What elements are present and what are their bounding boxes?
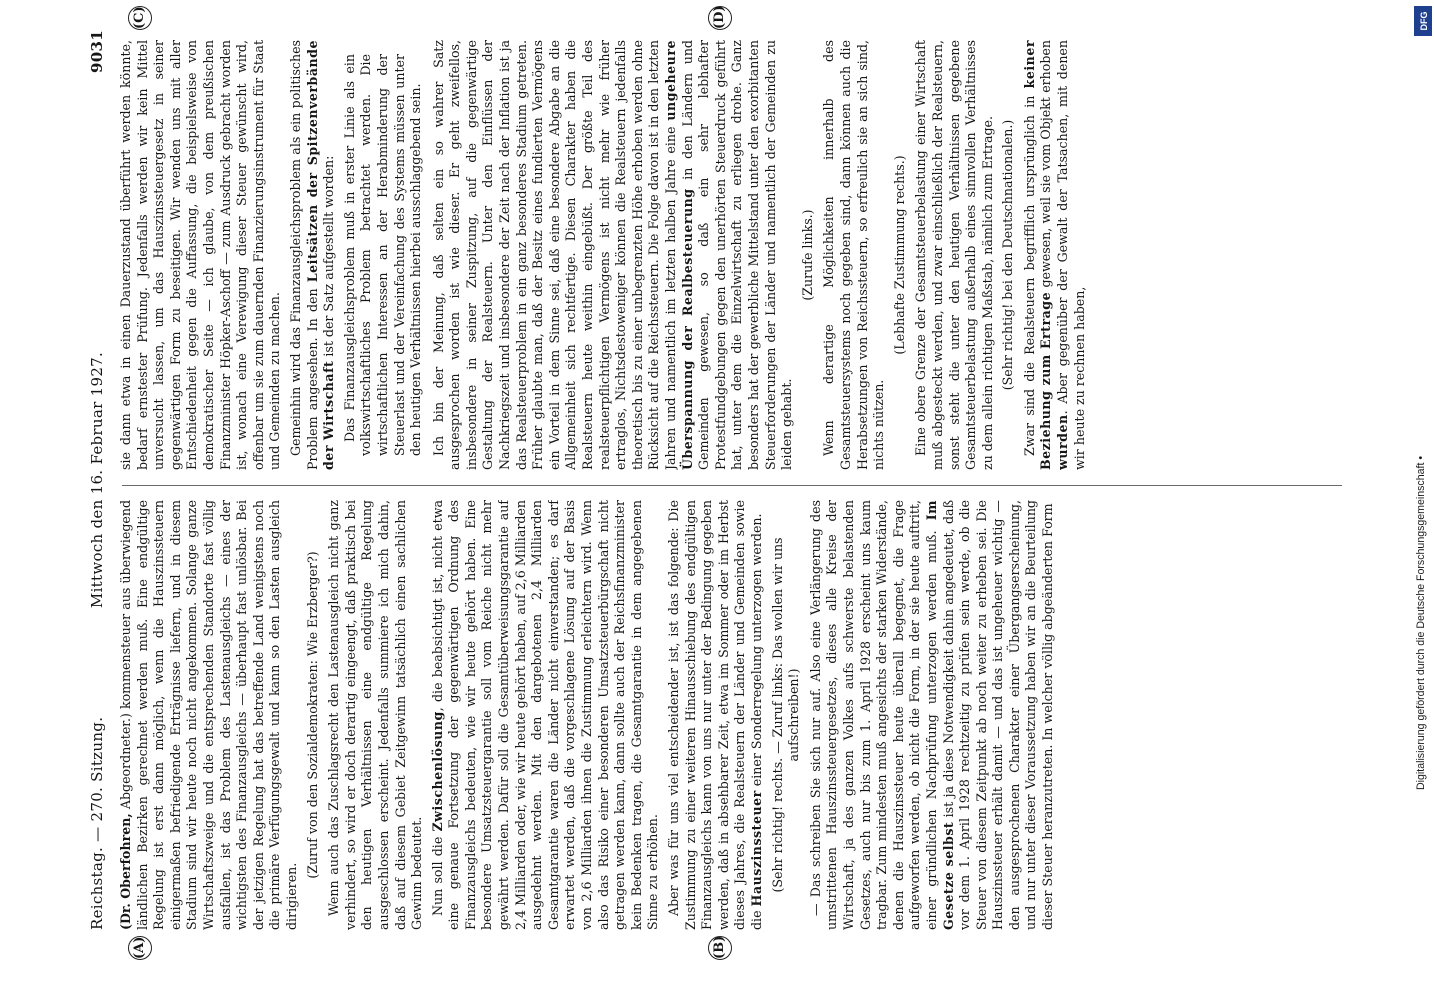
header-date: Mittwoch den 16. Februar 1927.: [88, 351, 106, 609]
paragraph: [666, 500, 766, 930]
margin-marker-c: (C): [128, 6, 152, 30]
paragraph: sie dann etwa in einen Dauerzustand überführt werden könnte, bedarf ernstester Prüfung. Jedenfalls werden wir kein Mittel unversucht lassen, um das Hauszinssteuergesetz in seiner gegenwärtigen Form zu beseitigen. Wir wenden uns mit aller Entschiedenheit gegen die Auffassung, die beispielsweise von demokratischer Seite — ich glaube, von dem preußischen Finanzminister Höpker-Aschoff — zum Ausdruck gebracht worden ist, wonach eine Verewigung dieser Steuer gewünscht wird, offenbar um sie zum dauernden Finanzierungsinstrument für Staat und Gemeinden zu machen.: [118, 40, 283, 470]
header-left: Reichstag. — 270. Sitzung.: [88, 716, 106, 930]
speaker-name: (Dr. Oberfohren,: [118, 813, 133, 930]
paragraph-text: kommensteuer aus überwiegend ländlichen Bezirken gerechnet werden muß. Eine endgültige Regelung ist erst dann möglich, wenn die Hauszinssteuern einigermaßen befriedigende Erträgnisse liefern, und in diesem Stadium sind wir heute noch nicht angekommen. Solange ganze Wirtschaftszweige und die entsprechenden Standorte fast völlig ausfallen, ist das Problem des Lastenausgleichs — eines der wichtigsten des Finanzausgleichs — überhaupt fast unlösbar. Bei der jetzigen Regelung hat das betreffende Land wenigstens noch die primäre Verfügungsgewalt und kann so den Lasten ausgleich dirigieren.: [118, 500, 299, 930]
rotated-page: [88, 5, 1368, 959]
emphasis: Leitsätzen der Spitzenverbände der Wirtschaft: [304, 40, 337, 470]
emphasis: Hauszinssteuer: [748, 790, 764, 907]
speaker-role: Abgeordneter.): [118, 713, 133, 810]
margin-marker-d: (D): [708, 6, 732, 30]
interjection: (Zurufe links.): [799, 209, 815, 301]
emphasis: ungeheure Überspannung der Realbesteuerung: [663, 40, 695, 470]
paragraph-text: Nun soll die: [429, 836, 445, 916]
interjection: (Sehr richtig! rechts. — Zuruf links: Das wollen wir uns aufschreiben!): [769, 537, 802, 893]
emphasis: Zwischenlösung: [429, 711, 445, 832]
interjection: (Zuruf von den Sozialdemokraten: Wie Erzberger?): [304, 551, 320, 879]
dfg-logo-text: DFG: [1419, 11, 1429, 31]
paragraph-text: Ich bin der Meinung, daß selten ein so wahrer Satz ausgesprochen worden ist wie dieser. Er geht zweifellos, insbesondere in seiner Zuspitzung, auf die gegenwärtige Gestaltung der Realsteuern. Unter den Einflüssen der Nachkriegszeit und insbesondere der Zeit nach der Inflation ist ja das Realsteuerproblem in ein ganz besonderes Stadium getreten. Früher glaubte man, daß der Besitz eines fundierten Vermögens ein Vorteil in dem Sinne sei, daß eine besondere Abgabe an die Allgemeinheit sich rechtfertige. Diesen Charakter haben die Realsteuern heute weithin eingebüßt. Der größte Teil des realsteuerpflichtigen Vermögens ist nicht mehr wie früher ertraglos, Nichtsdestoweniger können die Realsteuern jedenfalls theoretisch bis zu einer unbegrenzten Höhe erhoben werden ohne Rücksicht auf die Reichssteuern. Die Folge davon ist in den letzten Jahren und namentlich im letzten halben Jahre eine: [430, 40, 678, 470]
paragraph-text: — Das schreiben Sie sich nur auf. Also eine Verlängerung des umstrittenen Hauszinssteuergesetzes, dieses alle Kreise der Wirtschaft, ja des ganzen Volkes aufs schwerste belastenden Gesetzes, auch nur bis zum 1. April 1928 erscheint uns kaum tragbar. Zum mindesten muß angesichts der starken Widerstände, denen die Hauszinssteuer heute überall begegnet, die Frage aufgeworfen werden, ob nicht die Form, in der sie heute auftritt, einer gründlichen Nachprüfung unterzogen werden muß.: [807, 500, 939, 930]
emphasis: Im Gesetze selbst: [923, 500, 956, 930]
left-column: [118, 500, 1348, 930]
paragraph-text: Aber was für uns viel entscheidender ist, ist das folgende: Die Zustimmung zu einer weiteren Hinausschiebung des endgültigen Finanzausgleichs kann von uns nur unter der Bedingung gegeben werden, daß in absehbarer Zeit, etwa im Sommer oder im Herbst dieses Jahres, die Realsteuern der Länder und Gemeinden sowie die: [666, 500, 764, 930]
page-number: 9031: [88, 30, 106, 73]
interjection: (Lebhafte Zustimmung rechts.): [891, 155, 907, 355]
dfg-logo: [1414, 6, 1432, 36]
paragraph-text: , die beabsichtigt ist, nicht etwa eine genaue Fortsetzung der gegenwärtigen Ordnung des Finanzausgleichs bedeuten, wie wir heute gehört haben. Eine besondere Umsatzsteuergarantie soll vom Reiche nicht mehr gewährt werden. Dafür soll die Gesamtüberweisungsgarantie auf 2,4 Milliarden oder, wie wir heute gehört haben, auf 2,6 Milliarden ausgedehnt werden. Mit den dargebotenen 2,4 Milliarden Gesamtgarantie waren die Länder nicht einverstanden; es darf erwartet werden, daß die vorgeschlagene Lösung auf der Basis von 2,6 Milliarden ihnen die Zustimmung erleichtern wird. Wenn also das Risiko einer besonderen Umsatzsteuerbürgschaft nicht getragen werden kann, dann sollte auch der Reichsfinanzminister kein Bedenken tragen, die Gesamtgarantie in dem angegebenen Sinne zu erhöhen.: [429, 500, 661, 930]
paragraph: [288, 40, 338, 470]
paragraph: [431, 40, 796, 470]
emphasis: keiner Beziehung zum Ertrage: [1021, 40, 1054, 470]
right-column: [118, 40, 1348, 470]
paragraph-text: . Aber gegenüber der Gewalt der Tatsachen, mit denen wir heute zu rechnen haben,: [1055, 40, 1087, 470]
block-quote: Das Finanzausgleichsproblem muß in erster Linie als ein volkswirtschaftliches Problem betrachtet werden. Die wirtschaftlichen Interessen an der Herabminderung der Steuerlast und der Vereinfachung des Systems müssen unter den heutigen Verhältnissen hierbei ausschlaggebend sein.: [341, 54, 424, 456]
paragraph: [118, 500, 301, 930]
paragraph-text: Zwar sind die Realsteuern begrifflich ursprünglich in: [1021, 95, 1037, 456]
paragraph-text: ist der Satz aufgestellt worden:: [321, 155, 337, 357]
column-divider: [122, 485, 1342, 486]
paragraph: Wenn auch das Zuschlagsrecht den Lastenausgleich nicht ganz verhindert, so wird er doch derartig eingeengt, daß praktisch bei den heutigen Verhältnissen eine endgültige Regelung ausgeschlossen erscheint. Jedenfalls summiere ich mich dahin, daß auf diesem Gebiet Zeitgewinn tatsächlich einen sachlichen Gewinn bedeutet.: [326, 500, 425, 930]
page-header: [88, 30, 110, 930]
paragraph: [808, 500, 1057, 930]
paragraph-text: in den Ländern und Gemeinden gewesen, so daß ein sehr lebhafter Protestfundgebungen gegen den unerhörten Steuerdruck geführt hat, unter dem die Einzelwirtschaft zu erliegen drohe. Ganz besonders hat der gewerbliche Mittelstand unter den exorbitanten Steuerforderungen der Länder und namentlich der Gemeinden zu leiden gehabt.: [679, 40, 795, 470]
interjection: (Sehr richtig! bei den Deutschnationalen.): [1000, 119, 1016, 391]
paragraph: Wenn derartige Möglichkeiten innerhalb des Gesamtsteuersystems noch gegeben sind, dann können auch die Herabsetzungen von Reichssteuern, so erfreulich sie an sich sind, nichts nützen.: [821, 40, 887, 470]
margin-marker-b: (B): [708, 936, 732, 960]
emphasis: wurden: [1055, 414, 1071, 470]
paragraph-text: Gemeinhin wird das Finanzausgleichsproblem als ein politisches Problem angesehen. In den: [287, 40, 320, 470]
paragraph: [430, 500, 662, 930]
paragraph: Eine obere Grenze der Gesamtsteuerbelastung einer Wirtschaft muß abgesteckt werden, und zwar einschließlich der Realsteuern, sonst steht die unter den heutigen Verhältnissen gegebene Gesamtsteuerbelastung außerhalb eines sinnvollen Verhältnisses zu dem allein richtigen Maßstab, nämlich zum Ertrage.: [913, 40, 995, 470]
margin-marker-a: (A): [128, 936, 152, 960]
paragraph-text: ist ja diese Notwendigkeit dahin angedeutet, daß vor dem 1. April 1928 rechtzeitig zu prüfen sein werde, ob die Steuer von diesem Zeitpunkt ab noch weiter zu erheben sei. Die Hauszinssteuer erhält damit — und das ist ungeheuer wichtig — den ausgesprochenen Charakter einer Übergangserscheinung, und nur unter dieser Voraussetzung haben wir an die Beurteilung dieser Steuer heranzutreten. In welcher völlig abgeänderten Form: [940, 500, 1056, 930]
paragraph-text: einer Sonderregelung unterzogen werden.: [748, 513, 764, 787]
paragraph-text: gewesen, weil sie vom Objekt erhoben: [1038, 40, 1054, 288]
credit-text: Digitalisierung gefördert durch die Deutsche Forschungsgemeinschaft •: [1415, 455, 1427, 790]
digitization-credit: [1412, 10, 1434, 1000]
paragraph: [1022, 40, 1088, 470]
